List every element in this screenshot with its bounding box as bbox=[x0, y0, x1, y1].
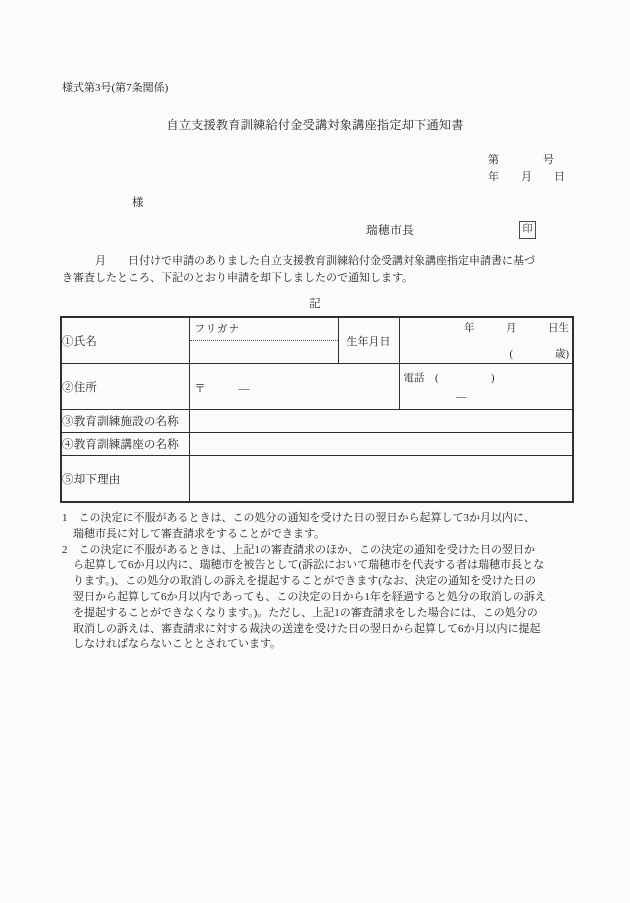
note-line: 2 この決定に不服があるときは、上記1の審査請求のほか、この決定の通知を受けた日の翌日か bbox=[62, 543, 535, 556]
addressee-suffix: 様 bbox=[132, 197, 144, 209]
name-blank-field bbox=[190, 341, 338, 363]
note-line: 翌日から起算して6か月以内であっても、この決定の日から1年を経過すると処分の取消しの訴え bbox=[62, 590, 546, 603]
facility-label: ③教育訓練施設の名称 bbox=[61, 410, 189, 433]
rejection-reason-value-cell bbox=[189, 456, 573, 503]
name-value-cell bbox=[189, 317, 338, 364]
document-title: 自立支援教育訓練給付金受講対象講座指定却下通知書 bbox=[166, 118, 464, 132]
note-line: ら起算して6か月以内に、瑞穂市を被告として(訴訟において瑞穂市を代表する者は瑞穂市長とな bbox=[62, 559, 545, 572]
note-line: 1 この決定に不服があるときは、この処分の通知を受けた日の翌日から起算して3か月以内に、 bbox=[62, 512, 535, 524]
address-label: ②住所 bbox=[61, 364, 189, 410]
birthdate-value-cell bbox=[399, 317, 573, 364]
age-placeholder: ( 歳) bbox=[509, 349, 569, 360]
table-row-facility bbox=[61, 410, 573, 433]
rejection-reason-label: ⑤却下理由 bbox=[61, 456, 189, 503]
phone-value-cell bbox=[399, 364, 573, 410]
form-number: 様式第3号(第7条関係) bbox=[62, 82, 169, 94]
document-date-placeholder: 年 月 日 bbox=[488, 171, 565, 183]
seal-mark: 印 bbox=[519, 221, 536, 239]
legal-notes bbox=[62, 511, 546, 653]
phone-placeholder: 電話 ( ) bbox=[403, 373, 495, 384]
note-line: 瑞穂市長に対して審査請求をすることができます。 bbox=[62, 527, 326, 540]
intro-paragraph bbox=[62, 253, 535, 286]
name-label: ①氏名 bbox=[61, 317, 189, 364]
intro-line: き審査したところ、下記のとおり申請を却下しましたので通知します。 bbox=[62, 271, 414, 284]
note-line: しなければならないこととされています。 bbox=[62, 638, 282, 651]
issuer-name: 瑞穂市長 bbox=[366, 225, 415, 237]
course-label: ④教育訓練講座の名称 bbox=[61, 433, 189, 456]
phone-dash: ― bbox=[403, 392, 467, 403]
birthdate-label: 生年月日 bbox=[338, 317, 399, 364]
birthdate-placeholder: 年 月 日生 bbox=[464, 323, 569, 334]
note-line: を提起することができなくなります。)。ただし、上記1の審査請求をした場合には、この処分の bbox=[62, 606, 538, 619]
table-row-name bbox=[61, 317, 573, 364]
ki-heading: 記 bbox=[309, 298, 321, 310]
note-line: 取消しの訴えは、審査請求に対する裁決の送達を受けた日の翌日から起算して6か月以内に提起 bbox=[62, 622, 541, 635]
document-number-placeholder: 第 号 bbox=[488, 154, 554, 166]
facility-value-cell bbox=[189, 410, 573, 433]
table-row-address bbox=[61, 364, 573, 410]
application-details-table bbox=[60, 316, 574, 503]
note-line: ります。)、この処分の取消しの訴えを提起することができます(なお、決定の通知を受けた日の bbox=[62, 575, 536, 588]
course-value-cell bbox=[189, 433, 573, 456]
table-row-course bbox=[61, 433, 573, 456]
intro-line: 月 日付けで申請のありました自立支援教育訓練給付金受講対象講座指定申請書に基づ bbox=[62, 255, 535, 267]
furigana-label: フリガナ bbox=[190, 318, 338, 341]
address-value-cell bbox=[189, 364, 399, 410]
postal-code-placeholder: 〒 ― bbox=[194, 383, 250, 395]
table-row-reason bbox=[61, 456, 573, 503]
